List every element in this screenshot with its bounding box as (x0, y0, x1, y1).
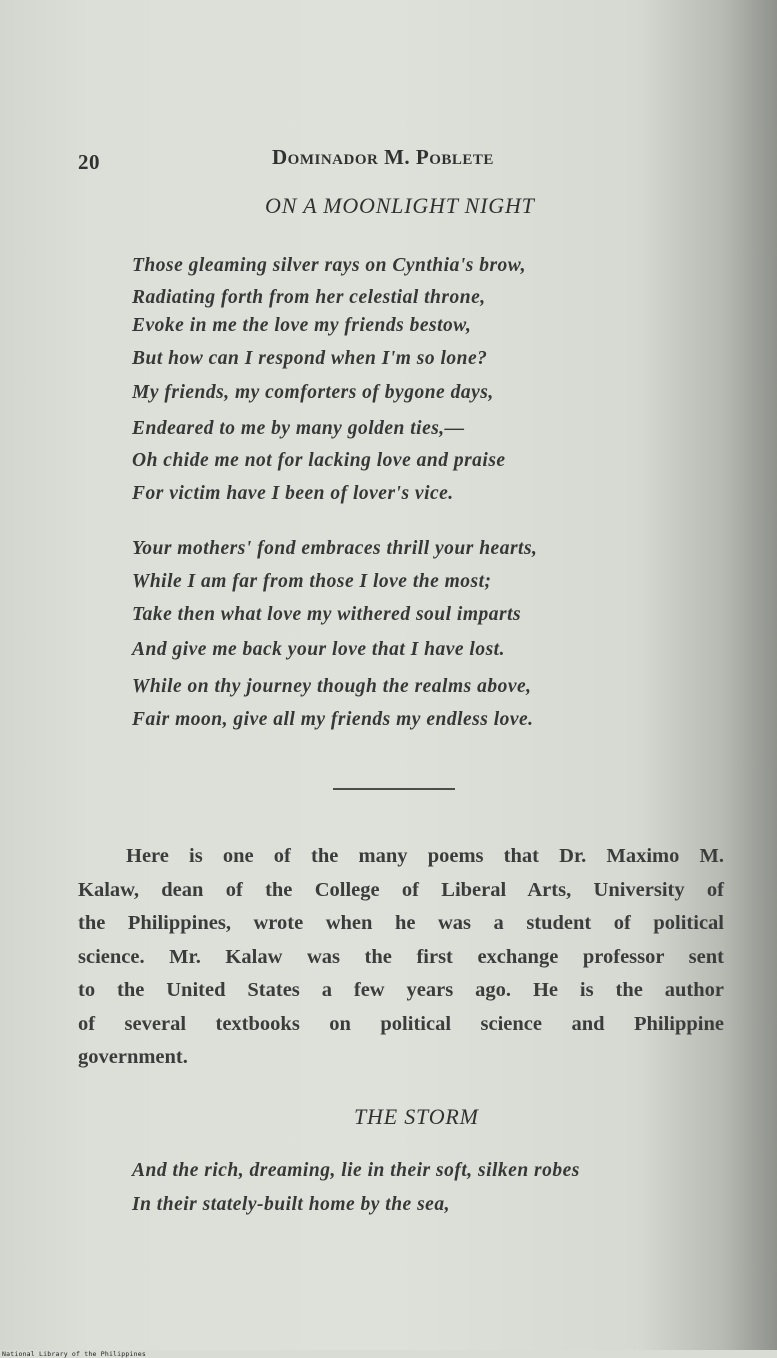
paragraph-line: the Philippines, wrote when he was a student of political (78, 912, 724, 934)
paragraph-line: of several textbooks on political science and Philippine (78, 1012, 724, 1035)
verse-line: And give me back your love that I have lost. (132, 639, 505, 660)
poem-title-moonlight: ON A MOONLIGHT NIGHT (265, 193, 535, 218)
paragraph-line: Kalaw, dean of the College of Liberal Arts, University of (78, 878, 724, 901)
verse-line: Take then what love my withered soul imparts (132, 604, 522, 625)
paragraph-line: government. (78, 1046, 188, 1068)
running-head: Dominador M. Poblete (272, 145, 494, 169)
verse-line: But how can I respond when I'm so lone? (132, 348, 488, 369)
paragraph-line: Here is one of the many poems that Dr. Maximo M. (126, 845, 724, 867)
verse-line: Your mothers' fond embraces thrill your hearts, (132, 538, 538, 559)
library-credit: National Library of the Philippines (2, 1350, 146, 1358)
verse-line: Oh chide me not for lacking love and praise (132, 450, 506, 471)
intro-paragraph (78, 840, 724, 1075)
paragraph-line: science. Mr. Kalaw was the first exchange professor sent (78, 945, 724, 968)
verse-line: Radiating forth from her celestial throne, (132, 287, 486, 308)
verse-line: My friends, my comforters of bygone days, (132, 382, 494, 403)
verse-line: While I am far from those I love the most; (132, 571, 492, 592)
page-number: 20 (78, 150, 100, 174)
verse-line: Fair moon, give all my friends my endless love. (132, 709, 534, 730)
poem-title-storm: THE STORM (354, 1104, 479, 1129)
verse-line: In their stately-built home by the sea, (132, 1194, 450, 1215)
verse-line: Endeared to me by many golden ties,— (132, 418, 465, 439)
verse-line: Those gleaming silver rays on Cynthia's brow, (132, 255, 526, 276)
verse-line: Evoke in me the love my friends bestow, (132, 315, 472, 336)
verse-line: For victim have I been of lover's vice. (132, 483, 454, 504)
verse-line: And the rich, dreaming, lie in their soft, silken robes (132, 1160, 580, 1181)
section-divider (333, 788, 455, 790)
verse-line: While on thy journey though the realms above, (132, 676, 532, 697)
paragraph-line: to the United States a few years ago. He is the author (78, 979, 724, 1001)
